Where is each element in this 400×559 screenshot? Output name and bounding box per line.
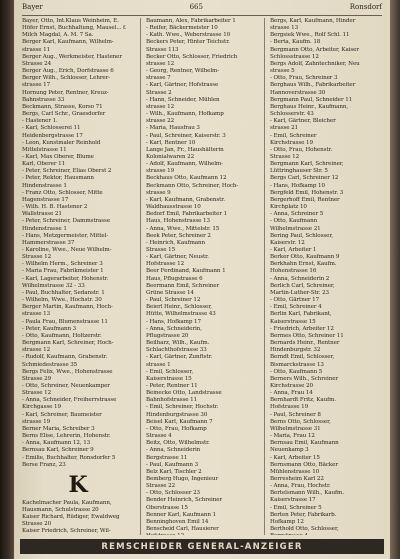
directory-entry: - Peter, Kaufmann 3 — [22, 325, 77, 332]
directory-entry: Beierl Heinr., Schlosser, — [146, 304, 212, 311]
directory-entry: Hütte, Wilhelmstrasse 43 — [146, 311, 216, 318]
directory-entry: - Anna, Schneiderin, — [146, 325, 202, 332]
directory-entry: Berlich Carl, Schreiner, — [270, 282, 335, 289]
directory-entry: Benner Karl, Kaufmann 1 — [146, 511, 216, 518]
directory-page — [14, 0, 390, 559]
directory-entry: Hofkamp 12 — [270, 518, 304, 525]
directory-entry: Hornung Peter, Rentner, Kreuz- — [22, 89, 109, 96]
directory-entry: strasse 17 — [22, 82, 51, 89]
directory-entry: - Karl, Schlosserei 11 — [22, 125, 81, 132]
directory-entry — [270, 533, 382, 535]
directory-entry: Berghaus Heinr., Kaufmann, — [270, 103, 349, 110]
directory-entry: - Paul, Schreiner 8 — [270, 411, 321, 418]
directory-entry: - Karoline, Wwe., Neue Wilhelm- — [22, 247, 112, 253]
directory-entry: Belz Karl, Tischler 2 — [146, 468, 202, 475]
directory-entry: Kaiserstrasse 17 — [270, 497, 316, 504]
directory-entry: - Emil, Schreiner, Hochstr. — [146, 404, 219, 411]
directory-entry: Bermes Otto, Schreiner 11 — [270, 332, 344, 339]
directory-entry: Strasse 12 — [22, 390, 52, 397]
directory-entry: - Friedrich, Arbeiter 12 — [270, 325, 334, 332]
directory-entry: - Reifer, Bäckermeister 10 — [146, 25, 218, 32]
directory-entry: Bergmann Paul, Schneider 11 — [270, 96, 353, 103]
directory-entry: - Wilh. H. B. Hastener 2 — [22, 204, 88, 211]
directory-entry: Baumann, Alex, Fabrikarbeiter 1 — [146, 18, 236, 24]
directory-entry: Bergstrasse 11 — [146, 454, 188, 461]
directory-entry: - Otto, Frau, Schreiner 3 — [270, 75, 338, 82]
directory-entry: - Maria, Frau 12 — [270, 433, 315, 440]
directory-entry: Milch Magdal, A. M. 7 Sa. — [22, 32, 94, 39]
directory-entry: - Karl, Gärtner, Bleicher — [270, 118, 336, 125]
newspaper-banner: REMSCHEIDER GENERAL-ANZEIGER — [20, 539, 384, 554]
directory-entry: - Hans, Hofkamp 10 — [270, 182, 325, 189]
directory-entry: Bergs Felix, Wwe., Hohenstrasse — [22, 368, 113, 375]
directory-entry: - Karl, Schreiner, Baumeister — [22, 411, 102, 418]
directory-entry: Beitz, Otto, Wilhelmstr. — [146, 440, 210, 447]
directory-entry: Schlossstrasse 12 — [270, 53, 319, 60]
directory-entry: Berners Wilh., Schreiner — [270, 375, 339, 382]
directory-entry: - Karl, Gärtner, Hofstrasse — [146, 82, 219, 89]
directory-entry: Kaiser Friedrich, Schreiner, Wil- — [22, 528, 111, 535]
directory-entry: strasse 1 — [146, 361, 171, 368]
directory-entry: Hindenstrasse 1 — [22, 225, 67, 232]
directory-entry: strasse 7 — [146, 75, 171, 82]
directory-entry: Beer Ferdinand, Kaufmann 1 — [146, 268, 226, 275]
directory-entry: Bering Paul, Schlosser, — [270, 232, 333, 239]
directory-entry: - Otto, Schlosser 23 — [146, 490, 201, 497]
directory-entry: - Hans, Hofkamp 17 — [146, 318, 201, 325]
directory-entry: Berger Martin, Kaufmann, Hoch- — [22, 304, 113, 311]
directory-entry: Bernsau Emil, Kaufmann — [270, 440, 339, 447]
directory-entry: - Otto, Frau, Hofkamp — [146, 425, 207, 432]
directory-entry: Strasse 4 — [146, 433, 172, 440]
directory-entry: Hannoverstrasse 30 — [270, 89, 326, 96]
directory-entry: Bergs Carl, Schreiner 12 — [270, 175, 339, 182]
directory-entry: - Berta, Kaufm. 18 — [270, 39, 321, 46]
directory-entry: Strasse 12 — [270, 153, 300, 160]
directory-entry: strasse 12 — [146, 60, 175, 67]
directory-entry: Wilhelmstrasse 32 - 33 — [22, 282, 85, 289]
directory-entry: - Emil, Schlosser, — [146, 368, 194, 375]
directory-entry: Bergerhoff Emil, Rentner — [270, 196, 340, 203]
directory-entry: Kaiser Richard, Rüdiger, Ewaldweg — [22, 514, 120, 521]
directory-entry: - Anna, Schneiderin 2 — [270, 275, 330, 282]
directory-entry: Lüttringhauser Str. 5 — [270, 168, 328, 175]
directory-entry: - Anna, Schreiner 5 — [270, 211, 324, 218]
directory-entry: - Adolf, Kaufmann, Wilhelm- — [146, 161, 223, 168]
directory-entry: Bergmann Karl, Schreiner, — [270, 161, 344, 168]
directory-entry: Berger Aug., Erich, Dorfstrasse 6 — [22, 68, 114, 75]
directory-entry: - Leon, Kunstmaler Reinhold — [22, 139, 101, 146]
directory-entry: - Otto, Kaufmann, Holtzerstr. — [22, 332, 102, 339]
directory-entry: Berten Peter, Fabrikarb. — [270, 511, 337, 518]
directory-entry: Kirchplatz 10 — [270, 204, 307, 211]
directory-entry: Kolonialwaren 22 — [146, 153, 195, 160]
directory-entry: strasse 11 — [22, 46, 51, 53]
directory-entry: Bayer, Otto, Int.Klaus Weinheim, E. — [22, 18, 119, 24]
book-spine — [0, 0, 14, 559]
directory-entry: Berger Wilh., Schlosser, Lehrer- — [22, 75, 110, 82]
directory-entry: Strasse 2 — [146, 89, 172, 96]
directory-entry: Strasse 29 — [22, 375, 52, 382]
directory-entry: - Otto, Gärtner 17 — [270, 297, 320, 304]
directory-entry: strasse 12 — [22, 347, 51, 354]
directory-entry: Pflugstrasse 20 — [146, 332, 189, 339]
directory-entry: Waldhausstrasse 10 — [146, 204, 201, 211]
directory-entry: Bergfeld Emil, Hohenstr. 3 — [270, 189, 344, 196]
directory-entry: strasse 22 — [146, 118, 175, 125]
directory-entry: Wallstrasse 21 — [22, 211, 62, 218]
directory-entry: Hohenstrasse 16 — [270, 268, 317, 275]
directory-entry: - Karl, Arbeiter 15 — [270, 454, 320, 461]
directory-entry: Hofstrasse 19 — [270, 404, 309, 411]
directory-entry: Bergs, Carl Schr., Graesdorfer — [22, 111, 106, 118]
directory-entry: Haus, Pflugstrasse 6 — [146, 275, 203, 282]
directory-entry: Kirchstrasse 19 — [270, 139, 313, 146]
directory-entry: - Karl, Max Oberer, Blume — [22, 153, 94, 160]
directory-entry: Bender Heinrich, Schreiner — [146, 497, 223, 504]
directory-entry: Kaiserstr. 12 — [270, 239, 305, 246]
directory-entry: - Wilhelm, Wwe., Hochstr. 30 — [22, 297, 102, 304]
directory-entry: Martin-Luther-Str. 23 — [270, 289, 330, 296]
directory-entry: - Paula Frau, Blumenstrasse 11 — [22, 318, 108, 325]
directory-entry: - Heinrich, Kaufmann — [146, 239, 206, 246]
directory-entry: Beinecke Otto, Landstrasse — [146, 390, 222, 397]
directory-entry: Benscheid Carl, Hausierer — [146, 526, 219, 533]
directory-entry: - Anna, Kaufmann 12, 13 — [22, 440, 91, 447]
directory-entry: - Otto, Kaufmann — [270, 218, 318, 225]
directory-entry: - Karl, Kaufmann, Grabenstr. — [146, 196, 225, 203]
directory-entry: Beek Peter, Schreiner 2 — [146, 232, 211, 239]
directory-entry: Bahnstrasse 33 — [22, 96, 65, 103]
directory-entry: strasse 13 — [270, 25, 299, 32]
directory-entry: - Wilh., Kaufmann, Hofkamp — [146, 111, 224, 118]
directory-entry: Beilharz, Wilh., Kaufm. — [146, 340, 210, 347]
directory-entry: - Peter, Rektor, Hausmann — [22, 175, 94, 182]
directory-entry: Oberstrasse 15 — [146, 504, 188, 511]
directory-entry — [146, 533, 258, 535]
directory-entry: Beisel Karl, Kaufmann 7 — [146, 418, 213, 425]
directory-entry: - Anna, Frau 14 — [270, 390, 313, 397]
directory-entry: - Emil, Schreiner 4 — [270, 304, 322, 311]
directory-entry: - Emilie, Buchhalter, Ronsdorfer 5 — [22, 454, 116, 461]
directory-entry: Bismarckstrasse 13 — [270, 361, 324, 368]
directory-entry: Haus, Hohenstrasse 13 — [146, 218, 210, 225]
directory-entry: Berlin Karl, Fabrikant, — [270, 311, 332, 318]
directory-entry: Bergs Adolf, Zahntechniker, Neu — [270, 60, 360, 67]
directory-entry: Hausmann, Schulstrasse 20 — [22, 507, 99, 513]
directory-entry: Berger Aug., Werkmeister, Hastener — [22, 53, 122, 60]
directory-entry: Kirchgasse 19 — [22, 404, 61, 411]
column-3 — [264, 18, 382, 535]
directory-entry: Hofstrasse 12 — [146, 261, 185, 268]
directory-entry: - Anna, Schneiderin — [146, 447, 201, 454]
directory-entry: Kaiserstrasse 15 — [146, 375, 192, 382]
directory-entry: - Hann, Schneider, Mühlen — [146, 96, 220, 103]
directory-entry: Grüne Strasse 14 — [146, 289, 194, 296]
directory-entry: Lange Jan, Fr., Haushälterin — [146, 146, 224, 153]
directory-entry: - Emil, Schreiner — [270, 132, 317, 139]
directory-entry: Strasse 24 — [22, 60, 52, 67]
directory-entry: - Anna, Frau, Hochstr. — [270, 483, 331, 490]
header-right: Ronsdorf — [349, 3, 382, 11]
directory-entry: Kachelmacher Paula, Kaufmann, — [22, 499, 112, 506]
directory-entry: Hindenburgstrasse 30 — [146, 411, 208, 418]
directory-entry: Hindenburgstr. 32 — [270, 347, 321, 354]
directory-entry: strasse 12 — [146, 103, 175, 110]
directory-entry: Beermann Emil, Schreiner — [146, 282, 220, 289]
directory-entry: Berse Franz, 23 — [22, 461, 66, 468]
column-2 — [140, 18, 258, 535]
directory-entry: Heidenbergstrasse 17 — [22, 132, 83, 139]
page-header — [22, 3, 382, 16]
column-1-bottom — [22, 500, 134, 535]
directory-entry: Bergsiek Wwe., Rolf Schl. 11 — [270, 32, 350, 39]
directory-entry: Bernhardt Fritz, Kaufm. — [270, 397, 336, 404]
directory-entry: Strasse 22 — [146, 483, 176, 490]
directory-entry: Berner Maria, Schreiber 3 — [22, 425, 95, 432]
directory-entry: Kaiserstrasse 15 — [270, 318, 316, 325]
directory-entry: Strasse 20 — [22, 521, 52, 528]
directory-entry: - Paul, Schreiner, Kaiserstr. 3 — [146, 132, 226, 139]
directory-entry: - Peter, Schreiner, Dammstrasse — [22, 218, 111, 225]
directory-entry: Beckmann Otto, Schreiner, Hoch- — [146, 182, 239, 189]
directory-entry: Berger Karl, Kaufmann, Wilhelm- — [22, 39, 114, 46]
directory-entry: - Paul, Buchhalter, Sedanstr. 1 — [22, 289, 105, 296]
directory-entry: Beckhaus Otto, Kaufmann 12 — [146, 175, 227, 182]
directory-entry: Benninghoven Emil 14 — [146, 518, 209, 525]
directory-entry: Berns Elise, Lehrerin, Hohenstr. — [22, 433, 111, 440]
directory-entry: Neuenkamp 3 — [270, 447, 309, 454]
directory-entry: Bahnhofstrasse 11 — [146, 397, 198, 404]
directory-entry: - Peter, Rentner 11 — [146, 382, 198, 389]
directory-entry: Bernsmann Otto, Bäcker — [270, 461, 338, 468]
directory-entry: - Peter, Schreiner, Elias Oberst 2 — [22, 168, 112, 175]
directory-entry: - Maria Frau, Fabrikmeister 1 — [22, 268, 104, 275]
directory-entry: Bedorf Emil, Fabrikarbeiter 1 — [146, 211, 228, 218]
directory-entry: - Maria, Hausfrau 3 — [146, 125, 200, 132]
directory-entry: Berker Otto, Kaufmann 9 — [270, 254, 340, 261]
directory-entry: - Kath. Wwe., Weberstrasse 10 — [146, 32, 231, 39]
directory-entry: Karl, Oberer 11 — [22, 161, 66, 168]
header-left: Bayer — [22, 3, 43, 11]
directory-entry: - Anna, Schneider, Freiherrstrasse — [22, 397, 117, 404]
directory-entry: Bernsau Karl, Schreiner 9 — [22, 447, 94, 454]
directory-entry: Berns Otto, Schlosser, — [270, 418, 331, 425]
directory-entry: strasse 9 — [146, 189, 171, 196]
directory-entry: - Franz Otto, Schlosser, Mitte — [22, 189, 103, 196]
directory-entry: Berndt Emil, Schlosser, — [270, 354, 335, 361]
entry-columns — [22, 18, 382, 535]
directory-entry: Beckmann, Strasse, Korso 71 — [22, 103, 103, 110]
directory-entry: strasse 5 — [270, 68, 295, 75]
directory-entry: Berresheim Karl 22 — [270, 476, 324, 482]
directory-entry: - Rudolf, Kaufmann, Grabenstr. — [22, 354, 108, 361]
directory-entry: Strasse 12 — [22, 254, 52, 261]
section-letter: K — [68, 471, 88, 498]
directory-entry: - Otto, Schreiner, Neuenkamper — [22, 382, 110, 389]
directory-entry: - Anna, Wwe., Mittelstr. 15 — [146, 225, 220, 232]
directory-entry: Berkhahn Ernst, Kaufm. — [270, 261, 337, 268]
directory-entry: Bertelsmann Wilh., Kaufm. — [270, 490, 344, 497]
directory-entry: - Georg, Rentner, Wilhelm- — [146, 68, 220, 75]
page-number: 665 — [189, 3, 203, 11]
directory-entry: - Paul, Schreiner 12 — [146, 297, 201, 304]
directory-entry: - Karl, Rentner 10 — [146, 139, 196, 146]
directory-entry: - Paul, Kaufmann 3 — [146, 461, 199, 468]
directory-entry: Strasse 15 — [146, 247, 176, 253]
column-1-top — [22, 18, 134, 469]
directory-entry: - Otto, Kaufmann 5 — [270, 368, 323, 375]
directory-entry: - Karl, Gärtner, Neustr. — [146, 254, 209, 261]
column-1 — [22, 18, 134, 535]
directory-entry: Mittelstrasse 11 — [22, 146, 67, 153]
directory-entry: Bergmann Otto, Arbeiter, Kaiser — [270, 46, 359, 53]
directory-entry: - Karl, Arbeiter 1 — [270, 247, 317, 253]
directory-entry: Wilhelmstrasse 31 — [270, 425, 321, 432]
directory-entry: - Hans, Metzgermeister, Mittel- — [22, 232, 109, 239]
directory-entry: Berghaus Wilh., Fabrikarbeiter — [270, 82, 356, 89]
directory-entry: Schlachthofstrasse 33 — [146, 347, 207, 354]
directory-entry: Wilhelmstrasse 21 — [270, 225, 321, 232]
directory-entry: Becker Otto, Schlosser, Friedrich — [146, 53, 238, 60]
directory-entry: Bernards Heinr., Rentner — [270, 340, 340, 347]
directory-entry: strasse 19 — [22, 418, 51, 425]
directory-entry: Hagenstrasse 17 — [22, 196, 69, 203]
directory-entry: strasse 13 — [22, 311, 51, 318]
directory-entry: Schmiedestrasse 35 — [22, 361, 78, 368]
directory-entry: strasse 21 — [270, 125, 299, 132]
directory-entry: strasse 19 — [146, 168, 175, 175]
directory-entry: - Hastener 1. — [22, 118, 58, 125]
directory-entry: Hindenstrasse 1 — [22, 182, 67, 189]
directory-entry: Bergmann Karl, Schreiner, Hoch- — [22, 340, 114, 347]
directory-entry: - Otto, Frau, Hohenstr. — [270, 146, 333, 153]
book-edge — [390, 0, 400, 559]
directory-entry: - Emil, Schreiner 5 — [270, 504, 322, 511]
directory-entry: Schlosserstr. 43 — [270, 111, 314, 118]
directory-entry: Bergs, Karl, Kaufmann, Hinder — [270, 18, 356, 24]
directory-entry: Höfer Ernst, Buchhaltung, Mausel... f. — [22, 25, 127, 32]
directory-entry: Strasse 113 — [146, 46, 179, 53]
directory-entry: Beckers Peter, Hinter Teichstr. — [146, 39, 230, 46]
directory-entry: - Karl, Lagerarbeiter, Hohenstr. — [22, 275, 109, 282]
directory-entry: - Karl, Gärtner, Zunftstr. — [146, 354, 213, 361]
directory-entry: - Wilhelm Herm., Schreiner 3 — [22, 261, 103, 268]
directory-entry: Berthold Otto, Schlosser, — [270, 526, 339, 533]
directory-entry: Mühlenstrasse 10 — [270, 468, 320, 475]
directory-entry: Hammerstrasse 37 — [22, 239, 75, 246]
directory-entry: Kirchstrasse 20 — [270, 382, 313, 389]
directory-entry: Bemberg Hugo, Ingenieur — [146, 476, 219, 482]
